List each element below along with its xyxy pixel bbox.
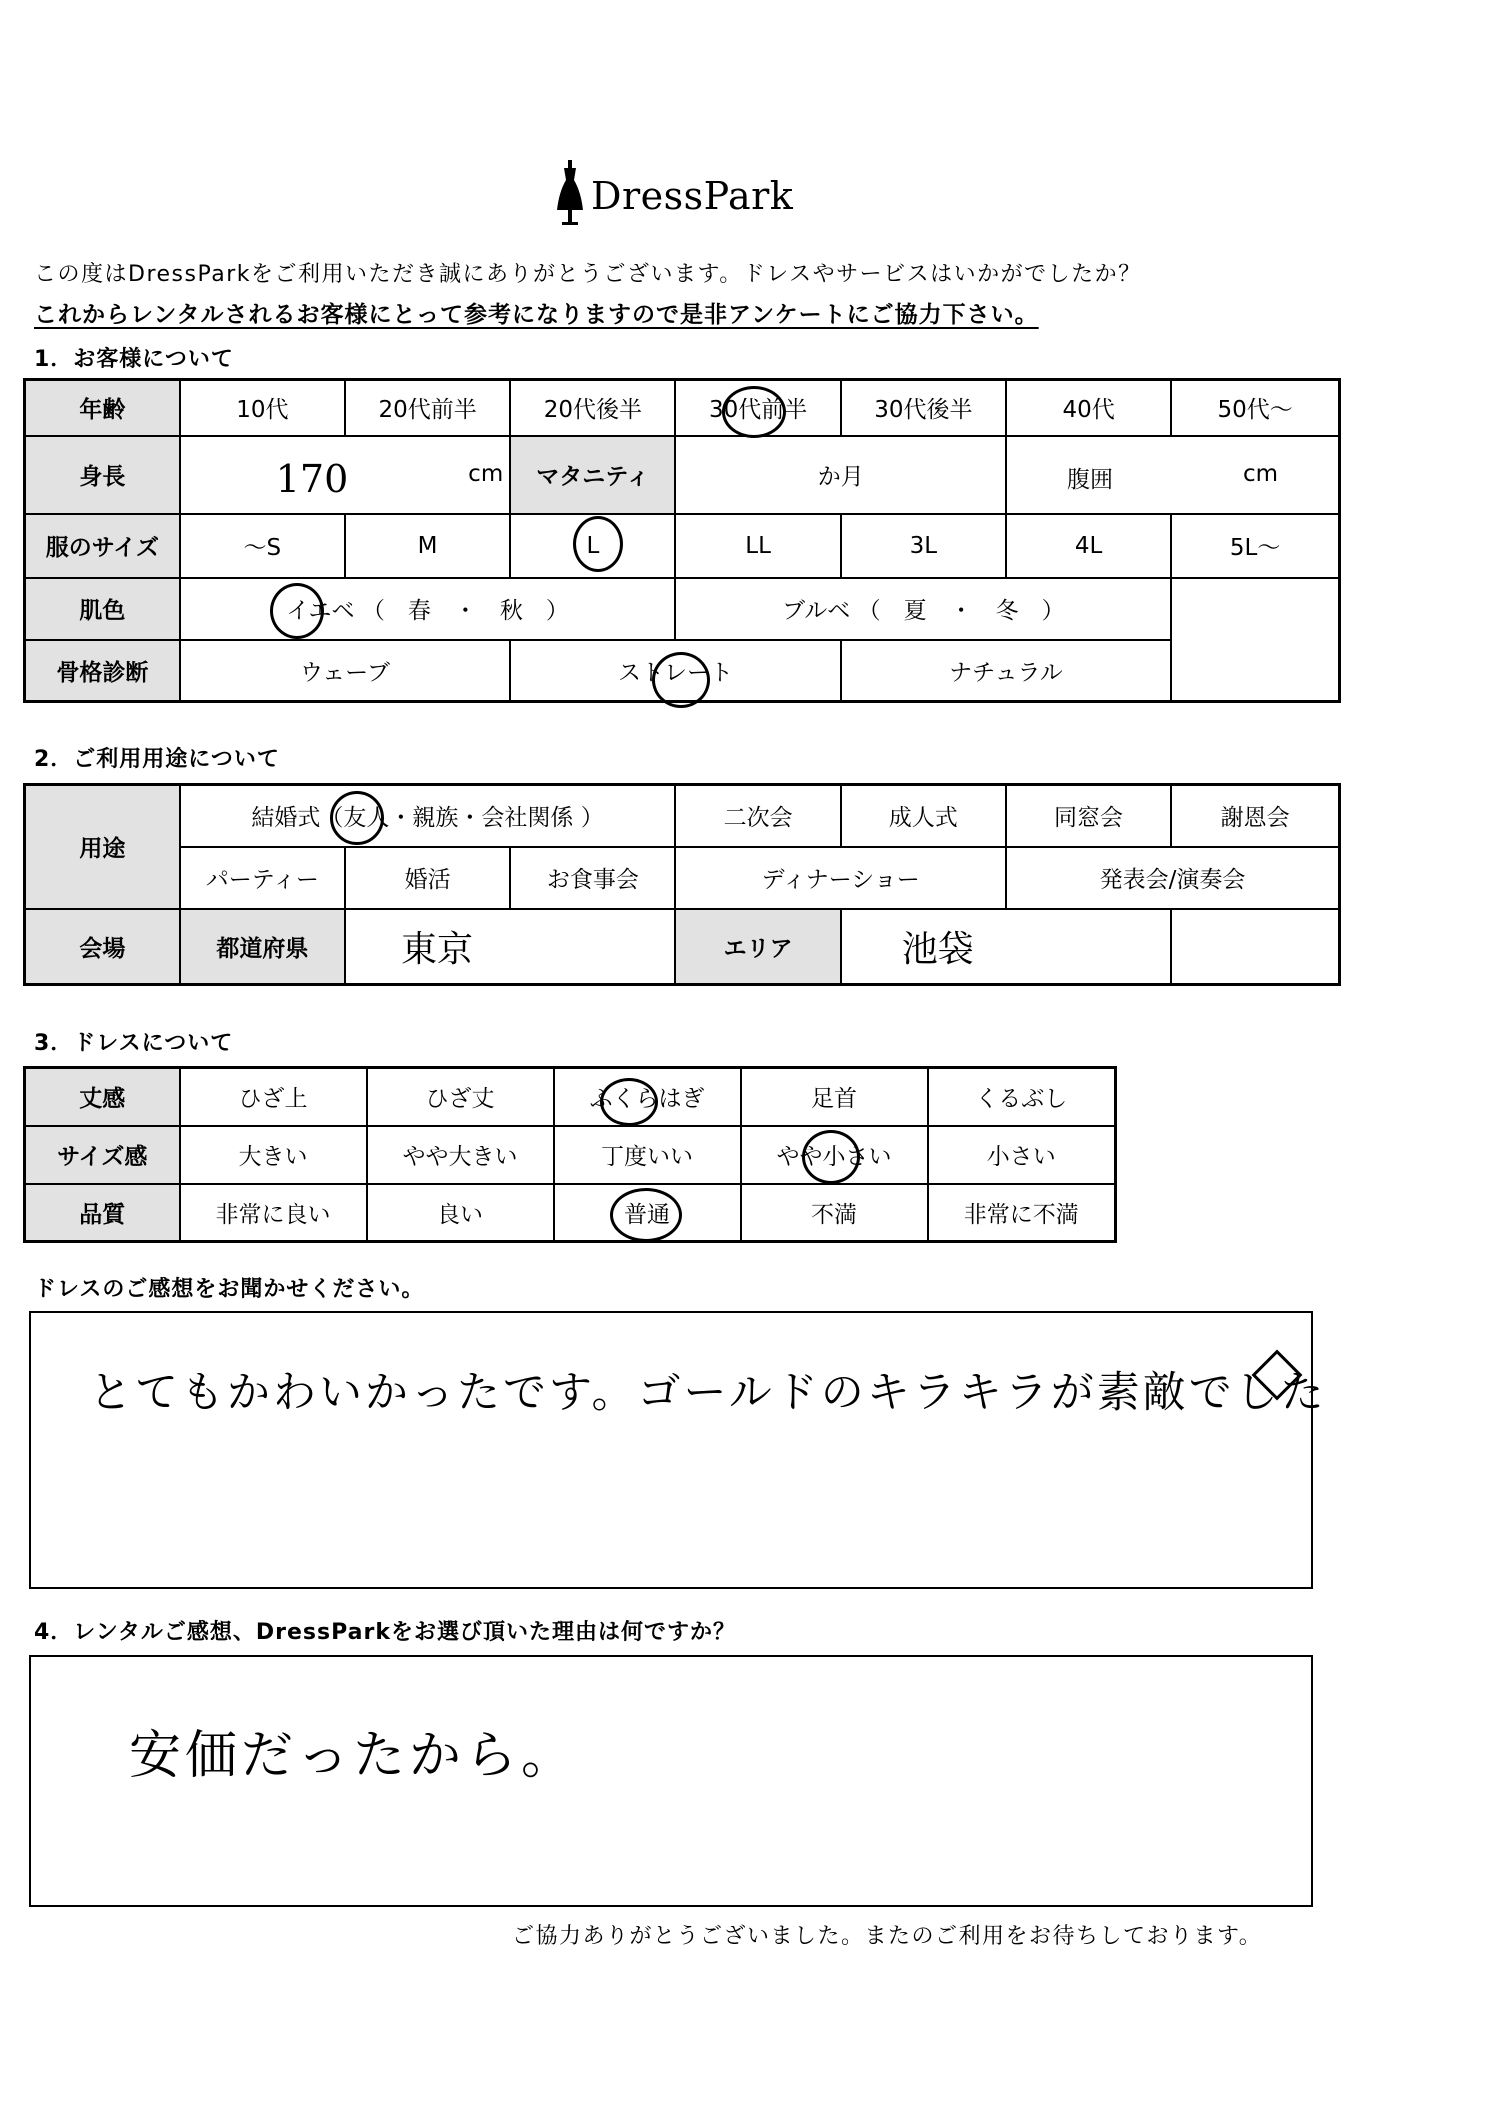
dress-icon <box>555 160 585 226</box>
section4-title: 4．レンタルご感想、DressParkをお選び頂いた理由は何ですか？ <box>34 1620 736 1645</box>
frame-option[interactable]: ナチュラル <box>841 640 1172 702</box>
empty-cell <box>1171 909 1339 985</box>
age-option[interactable]: 50代〜 <box>1171 380 1339 436</box>
frame-option-selected[interactable]: ストレート <box>510 640 841 702</box>
age-option[interactable]: 40代 <box>1006 380 1171 436</box>
empty-cell <box>1171 640 1339 702</box>
waist-unit: cm <box>1242 460 1278 487</box>
skin-yellow-sub: （ 春 ・ 秋 ） <box>361 598 569 624</box>
size-option[interactable]: 5L〜 <box>1171 514 1339 578</box>
intro-emphasis: これからレンタルされるお客様にとって参考になりますので是非アンケートにご協力下さい。 <box>34 302 1039 328</box>
height-field[interactable] <box>180 436 511 514</box>
wedding-option[interactable] <box>180 785 676 847</box>
size-option-selected[interactable]: L <box>510 514 675 578</box>
footer-thanks: ご協力ありがとうございました。またのご利用をお待ちしております。 <box>512 1924 1263 1949</box>
skin-blue-option[interactable] <box>675 578 1171 640</box>
frame-label: 骨格診断 <box>25 640 180 702</box>
area-value[interactable]: 池袋 <box>841 909 1171 985</box>
skin-yellow-option[interactable] <box>180 578 676 640</box>
maternity-label: マタニティ <box>510 436 675 514</box>
quality-option[interactable]: 非常に良い <box>180 1184 367 1242</box>
quality-label: 品質 <box>25 1184 180 1242</box>
purpose-option[interactable]: ディナーショー <box>675 847 1005 909</box>
dress-table <box>23 1066 1117 1243</box>
quality-option[interactable]: 非常に不満 <box>928 1184 1116 1242</box>
reason-box[interactable] <box>29 1655 1313 1907</box>
area-label: エリア <box>675 909 840 985</box>
size-option[interactable]: 3L <box>841 514 1006 578</box>
section2-title: 2．ご利用用途について <box>34 747 280 772</box>
size-option[interactable]: LL <box>675 514 840 578</box>
fit-option-selected[interactable]: やや小さい <box>741 1126 928 1184</box>
impression-answer: とてもかわいかったです。ゴールドのキラキラが素敵でした <box>89 1368 1327 1418</box>
size-option[interactable]: M <box>345 514 510 578</box>
fit-option[interactable]: 大きい <box>180 1126 367 1184</box>
waist-field[interactable] <box>1006 436 1340 514</box>
section3-title: 3．ドレスについて <box>34 1031 234 1056</box>
height-value: 170 <box>275 456 349 501</box>
section1-title: 1．お客様について <box>34 347 234 372</box>
empty-cell <box>1171 578 1339 640</box>
intro-text: この度はDressParkをご利用いただき誠にありがとうございます。ドレスやサービスはいかがでしたか？ <box>34 262 1142 287</box>
logo-name: DressPark <box>591 174 794 218</box>
fit-option[interactable]: やや大きい <box>367 1126 554 1184</box>
logo <box>555 160 795 230</box>
age-label: 年齢 <box>25 380 180 436</box>
fit-label: サイズ感 <box>25 1126 180 1184</box>
skin-blue-sub: （ 夏 ・ 冬 ） <box>857 598 1065 624</box>
fit-option[interactable]: 小さい <box>928 1126 1116 1184</box>
purpose-option[interactable]: パーティー <box>180 847 345 909</box>
height-label: 身長 <box>25 436 180 514</box>
purpose-option[interactable]: 同窓会 <box>1006 785 1171 847</box>
customer-table <box>23 378 1341 703</box>
waist-label: 腹囲 <box>1066 466 1113 493</box>
length-option[interactable]: ひざ丈 <box>367 1068 554 1126</box>
frame-option[interactable]: ウェーブ <box>180 640 511 702</box>
age-option[interactable]: 10代 <box>180 380 345 436</box>
size-option[interactable]: 〜S <box>180 514 345 578</box>
purpose-table <box>23 783 1341 986</box>
wedding-close: ） <box>580 805 604 832</box>
size-label: 服のサイズ <box>25 514 180 578</box>
skin-yellow: イエベ <box>286 598 355 624</box>
wedding-friend: 友人 <box>343 805 390 832</box>
wedding-label: 結婚式（ <box>251 805 344 832</box>
fit-option[interactable]: 丁度いい <box>554 1126 741 1184</box>
length-label: 丈感 <box>25 1068 180 1126</box>
impression-label: ドレスのご感想をお聞かせください。 <box>34 1277 425 1302</box>
maternity-field[interactable]: か月 <box>675 436 1006 514</box>
quality-option[interactable]: 不満 <box>741 1184 928 1242</box>
height-unit: cm <box>468 460 504 487</box>
quality-option[interactable]: 良い <box>367 1184 554 1242</box>
skin-label: 肌色 <box>25 578 180 640</box>
age-option[interactable]: 30代後半 <box>841 380 1006 436</box>
length-option[interactable]: ひざ上 <box>180 1068 367 1126</box>
length-option[interactable]: 足首 <box>741 1068 928 1126</box>
wedding-others: ・親族・会社関係 <box>389 805 574 832</box>
age-option-selected[interactable]: 30代前半 <box>675 380 840 436</box>
purpose-option[interactable]: 謝恩会 <box>1171 785 1339 847</box>
pref-value[interactable]: 東京 <box>345 909 676 985</box>
length-option-selected[interactable]: ふくらはぎ <box>554 1068 741 1126</box>
purpose-option[interactable]: 成人式 <box>841 785 1006 847</box>
size-option[interactable]: 4L <box>1006 514 1171 578</box>
reason-answer: 安価だったから。 <box>129 1726 578 1786</box>
quality-option-selected[interactable]: 普通 <box>554 1184 741 1242</box>
purpose-option[interactable]: 婚活 <box>345 847 510 909</box>
age-option[interactable]: 20代前半 <box>345 380 510 436</box>
skin-blue: ブルベ <box>782 598 851 624</box>
venue-label: 会場 <box>25 909 180 985</box>
purpose-label: 用途 <box>25 785 180 909</box>
purpose-option[interactable]: 二次会 <box>675 785 840 847</box>
pref-label: 都道府県 <box>180 909 345 985</box>
purpose-option[interactable]: お食事会 <box>510 847 675 909</box>
age-option[interactable]: 20代後半 <box>510 380 675 436</box>
length-option[interactable]: くるぶし <box>928 1068 1116 1126</box>
purpose-option[interactable]: 発表会/演奏会 <box>1006 847 1340 909</box>
impression-box[interactable] <box>29 1311 1327 1589</box>
